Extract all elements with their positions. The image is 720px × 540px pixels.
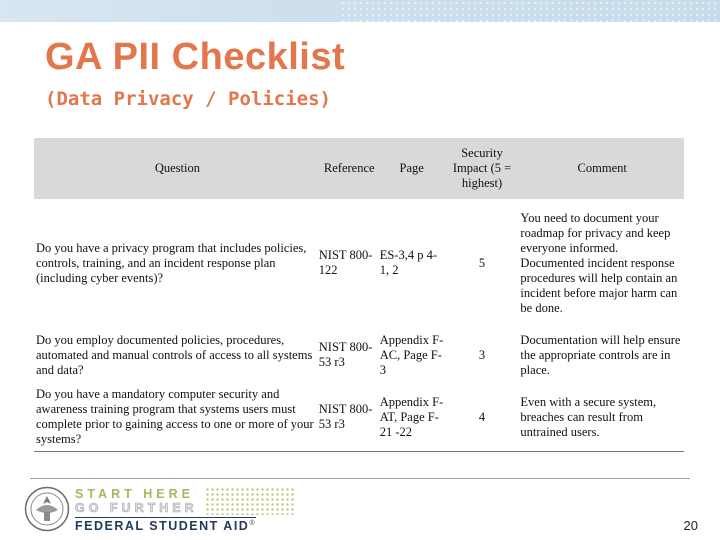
slide-subtitle: (Data Privacy / Policies) bbox=[45, 88, 331, 110]
reference-cell: NIST 800-53 r3 bbox=[318, 402, 373, 431]
header-question: Question bbox=[34, 138, 319, 199]
impact-cell: 5 bbox=[478, 255, 486, 270]
logo-line-start-here: START HERE bbox=[75, 487, 194, 501]
table-row bbox=[34, 327, 684, 383]
impact-cell: 3 bbox=[478, 347, 486, 362]
logo-line-go-further: GO FURTHER bbox=[75, 501, 198, 515]
comment-cell: You need to document your roadmap for privacy and keep everyone informed. Documented incident response procedures will help contain an incident before major harm can be done. bbox=[520, 210, 678, 315]
logo-line-fsa bbox=[75, 517, 256, 533]
registered-mark: ® bbox=[249, 519, 257, 527]
question-cell: Do you have a mandatory computer security and awareness training program that systems users must complete prior to gaining access to one or more of your systems? bbox=[36, 387, 314, 446]
table-body bbox=[34, 199, 684, 452]
header-security-impact: Security Impact (5 = highest) bbox=[444, 138, 521, 199]
header-row bbox=[34, 138, 684, 199]
comment-cell: Documentation will help ensure the appropriate controls are in place. bbox=[520, 332, 681, 377]
page-number: 20 bbox=[683, 518, 698, 533]
logo-fsa-text: FEDERAL STUDENT AID bbox=[75, 519, 250, 533]
impact-cell: 4 bbox=[478, 409, 486, 424]
checklist-table bbox=[34, 138, 684, 452]
table-row bbox=[34, 383, 684, 452]
table-header bbox=[34, 138, 684, 199]
banner-dot-pattern bbox=[340, 0, 720, 22]
header-page: Page bbox=[380, 138, 444, 199]
department-seal-icon bbox=[24, 486, 70, 532]
header-reference: Reference bbox=[319, 138, 380, 199]
page-cell: Appendix F-AT, Page F-21 -22 bbox=[379, 394, 444, 439]
reference-cell: NIST 800-122 bbox=[318, 248, 373, 277]
page-cell: ES-3,4 p 4-1, 2 bbox=[379, 248, 438, 277]
slide-title: GA PII Checklist bbox=[45, 36, 346, 78]
footer-divider bbox=[30, 478, 690, 479]
top-banner bbox=[0, 0, 720, 22]
reference-cell: NIST 800-53 r3 bbox=[318, 340, 373, 369]
page-cell: Appendix F-AC, Page F-3 bbox=[379, 332, 444, 377]
comment-cell: Even with a secure system, breaches can result from untrained users. bbox=[520, 394, 657, 439]
logo-dot-grid bbox=[205, 487, 295, 515]
header-comment: Comment bbox=[520, 138, 684, 199]
question-cell: Do you have a privacy program that includes policies, controls, training, and an incident response plan (including cyber events)? bbox=[36, 240, 307, 285]
table-row bbox=[34, 199, 684, 327]
question-cell: Do you employ documented policies, procedures, automated and manual controls of access to all systems and data? bbox=[36, 332, 313, 377]
